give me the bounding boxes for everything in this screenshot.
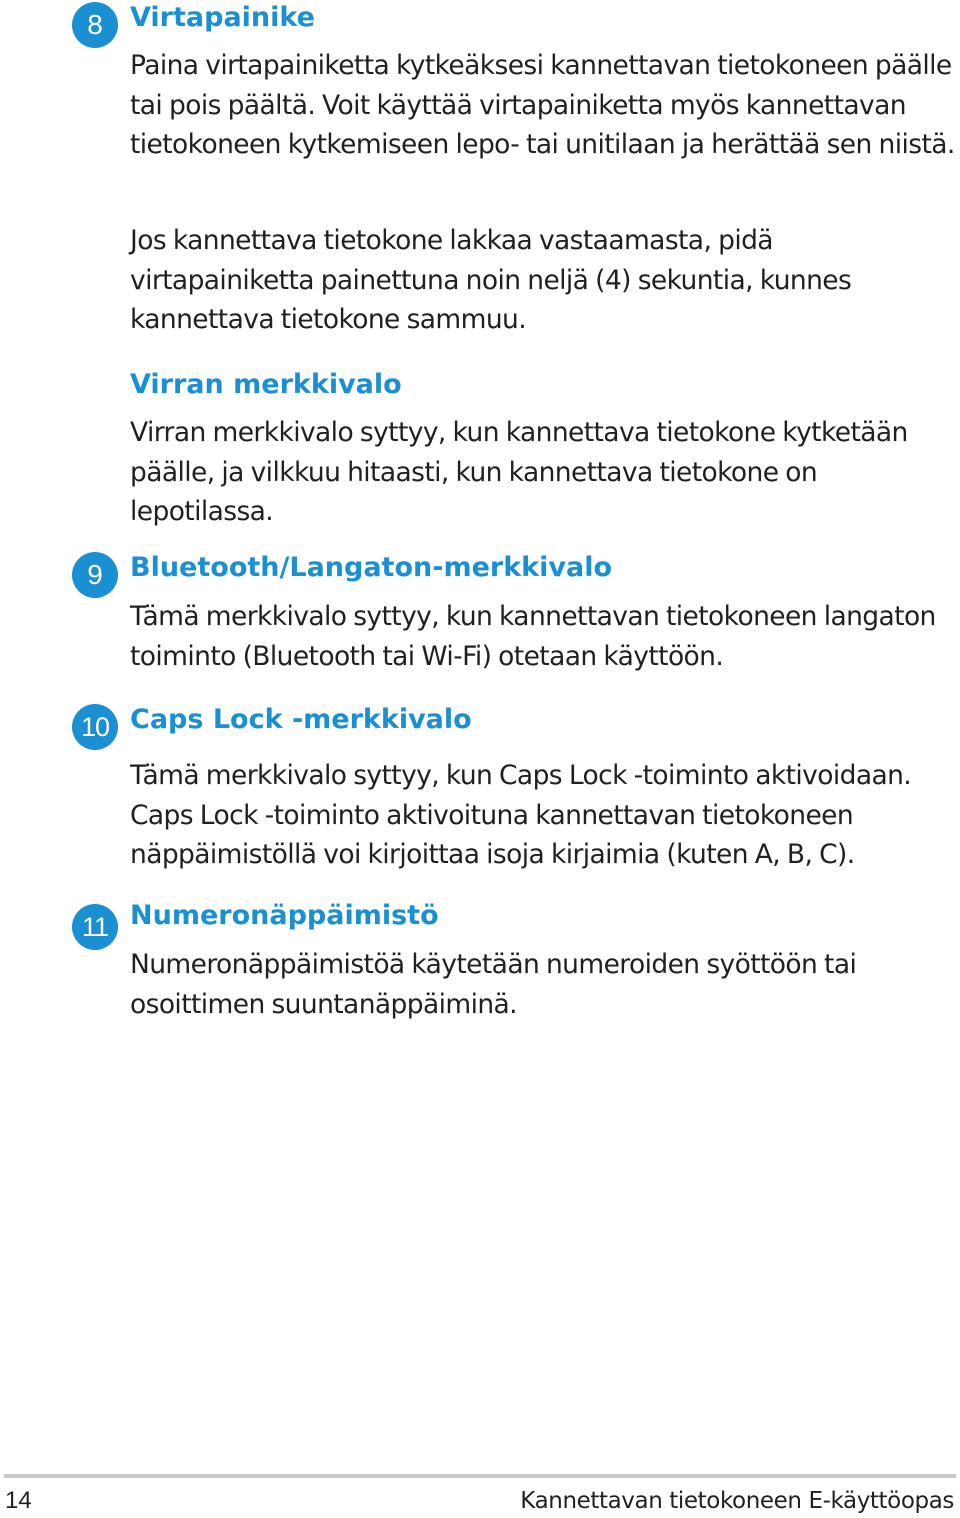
item-number-badge-10: 10	[72, 704, 118, 750]
item-number-badge-11: 11	[72, 904, 118, 950]
section-paragraph-virran-merkkivalo: Virran merkkivalo syttyy, kun kannettava tietokone kytketään päälle, ja vilkkuu hitaasti, kun kannettava tietokone on lepotilassa.	[130, 417, 908, 527]
section-heading-virran-merkkivalo: Virran merkkivalo	[130, 369, 402, 400]
section-paragraph-bluetooth: Tämä merkkivalo syttyy, kun kannettavan tietokoneen langaton toiminto (Bluetooth tai Wi-Fi) otetaan käyttöön.	[130, 601, 936, 672]
footer-divider	[4, 1474, 956, 1478]
section-heading-bluetooth: Bluetooth/Langaton-merkkivalo	[130, 552, 612, 583]
item-number-badge-8: 8	[72, 2, 118, 48]
section-heading-caps-lock: Caps Lock -merkkivalo	[130, 704, 472, 735]
section-heading-numeronappaimisto: Numeronäppäimistö	[130, 900, 439, 931]
item-number-badge-9: 9	[72, 552, 118, 598]
section-paragraph-virtapainike-2: Jos kannettava tietokone lakkaa vastaamasta, pidä virtapainiketta painettuna noin neljä (4) sekuntia, kunnes kannettava tietokone sammuu.	[130, 225, 852, 335]
section-paragraph-virtapainike-1: Paina virtapainiketta kytkeäksesi kannettavan tietokoneen päälle tai pois päältä. Voit käyttää virtapainiketta myös kannettavan tietokoneen kytkemiseen lepo- tai unitilaan ja herättää sen niistä.	[130, 50, 955, 160]
footer-document-title: Kannettavan tietokoneen E-käyttöopas	[520, 1488, 954, 1514]
section-paragraph-caps-lock: Tämä merkkivalo syttyy, kun Caps Lock -toiminto aktivoidaan. Caps Lock -toiminto aktivoituna kannettavan tietokoneen näppäimistöllä voi kirjoittaa isoja kirjaimia (kuten A, B, C).	[130, 760, 912, 870]
page-number: 14	[5, 1487, 32, 1514]
section-heading-virtapainike: Virtapainike	[130, 2, 315, 33]
section-paragraph-numeronappaimisto: Numeronäppäimistöä käytetään numeroiden syöttöön tai osoittimen suuntanäppäiminä.	[130, 949, 857, 1020]
